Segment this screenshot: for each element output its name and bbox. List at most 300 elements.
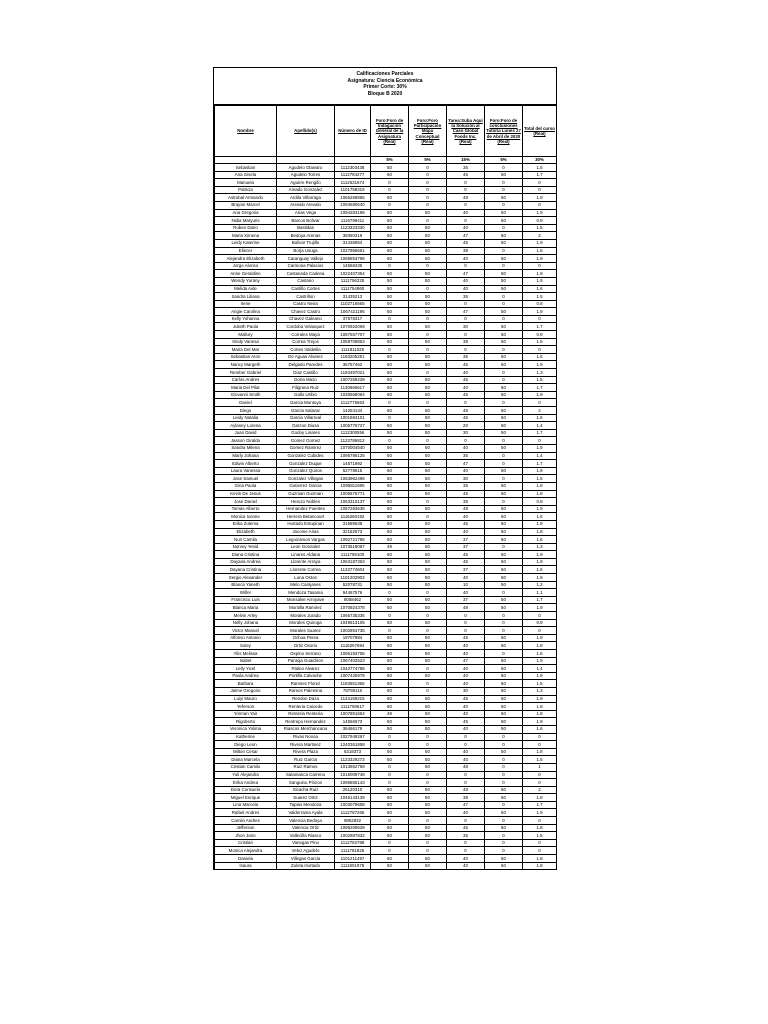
cell-foro-conclusiones: 50	[485, 444, 523, 452]
cell-foro-indagacion: 0	[371, 179, 409, 187]
cell-id: 1030568064	[335, 391, 371, 399]
cell-id: 1002987832	[335, 832, 371, 840]
cell-foro-mapa: 50	[409, 604, 447, 612]
cell-foro-conclusiones: 0	[485, 756, 523, 764]
cell-foro-conclusiones: 0	[485, 437, 523, 445]
cell-foro-indagacion: 50	[371, 536, 409, 544]
cell-id: 1070924378	[335, 604, 371, 612]
cell-total: 1.8	[523, 794, 557, 802]
table-row	[215, 634, 557, 642]
cell-total: 1.9	[523, 467, 557, 475]
cell-total: 1.5	[523, 376, 557, 384]
cell-id: 38360319	[335, 232, 371, 240]
cell-nombre: Jefferson	[215, 824, 277, 832]
cell-foro-conclusiones: 50	[485, 429, 523, 437]
cell-foro-indagacion: 50	[371, 376, 409, 384]
cell-tarea-caso: 37	[447, 566, 485, 574]
table-row	[215, 467, 557, 475]
cell-apellidos: Llorente Correa	[277, 566, 335, 574]
cell-apellidos: Garcia Montoya	[277, 399, 335, 407]
cell-nombre: Ruben Dario	[215, 224, 277, 232]
cell-tarea-caso: 0	[447, 179, 485, 187]
cell-foro-indagacion: 50	[371, 574, 409, 582]
cell-id: 1087557707	[335, 331, 371, 339]
cell-foro-conclusiones: 50	[485, 490, 523, 498]
cell-total: 1.8	[523, 482, 557, 490]
cell-total: 0	[523, 847, 557, 855]
cell-total: 1.9	[523, 520, 557, 528]
cell-id: 1067283636	[335, 505, 371, 513]
table-row	[215, 285, 557, 293]
cell-id: 78759116	[335, 687, 371, 695]
cell-tarea-caso: 0	[447, 847, 485, 855]
cell-foro-indagacion: 50	[371, 665, 409, 673]
table-row	[215, 262, 557, 270]
cell-foro-indagacion: 50	[371, 194, 409, 202]
cell-foro-mapa: 50	[409, 505, 447, 513]
table-row	[215, 687, 557, 695]
cell-total: 1.9	[523, 391, 557, 399]
cell-foro-mapa: 0	[409, 262, 447, 270]
cell-nombre: Julieth Paola	[215, 323, 277, 331]
table-row	[215, 657, 557, 665]
cell-tarea-caso: 40	[447, 710, 485, 718]
cell-foro-indagacion: 50	[371, 680, 409, 688]
table-row	[215, 809, 557, 817]
cell-total: 1.9	[523, 604, 557, 612]
cell-foro-conclusiones: 50	[485, 467, 523, 475]
cell-foro-indagacion: 50	[371, 444, 409, 452]
cell-nombre: Gina Paola	[215, 482, 277, 490]
weight-foro-indagacion: 5%	[371, 157, 409, 164]
cell-nombre: Patricia	[215, 186, 277, 194]
cell-foro-mapa: 50	[409, 794, 447, 802]
cell-foro-conclusiones: 0	[485, 627, 523, 635]
cell-nombre: Dayana Andrea	[215, 558, 277, 566]
cell-foro-conclusiones: 50	[485, 665, 523, 673]
cell-foro-conclusiones: 50	[485, 353, 523, 361]
cell-tarea-caso: 45	[447, 376, 485, 384]
table-row	[215, 771, 557, 779]
cell-foro-mapa: 0	[409, 612, 447, 620]
table-row	[215, 665, 557, 673]
cell-tarea-caso: 0	[447, 399, 485, 407]
cell-tarea-caso: 40	[447, 224, 485, 232]
cell-nombre: Maria Del Pilar	[215, 384, 277, 392]
cell-foro-conclusiones: 0	[485, 589, 523, 597]
cell-total: 2	[523, 407, 557, 415]
cell-foro-conclusiones: 50	[485, 217, 523, 225]
cell-id: 1101211497	[335, 855, 371, 863]
cell-tarea-caso: 40	[447, 209, 485, 217]
cell-foro-conclusiones: 50	[485, 748, 523, 756]
cell-id: 1111759617	[335, 703, 371, 711]
cell-total: 1.5	[523, 680, 557, 688]
cell-nombre: Giovanni Smith	[215, 391, 277, 399]
cell-apellidos: Portilla Calvache	[277, 672, 335, 680]
cell-id: 1111811025	[335, 346, 371, 354]
cell-apellidos: Ruiz Ramos	[277, 763, 335, 771]
table-row	[215, 171, 557, 179]
cell-tarea-caso: 40	[447, 725, 485, 733]
cell-foro-indagacion: 0	[371, 779, 409, 787]
cell-id: 31435213	[335, 293, 371, 301]
cell-tarea-caso: 48	[447, 786, 485, 794]
cell-tarea-caso: 47	[447, 657, 485, 665]
weight-row	[215, 157, 557, 164]
cell-nombre: Juan David	[215, 429, 277, 437]
cell-total: 0	[523, 179, 557, 187]
cell-id: 36466179	[335, 725, 371, 733]
cell-foro-conclusiones: 0	[485, 164, 523, 172]
cell-tarea-caso: 37	[447, 596, 485, 604]
cell-foro-mapa: 0	[409, 331, 447, 339]
cell-nombre: Maria Del Mar	[215, 346, 277, 354]
cell-id: 1096855143	[335, 779, 371, 787]
cell-foro-mapa: 0	[409, 285, 447, 293]
cell-foro-indagacion: 0	[371, 414, 409, 422]
table-row	[215, 331, 557, 339]
col-header-nombre: Nombre	[215, 106, 277, 157]
cell-id: 1112631674	[335, 179, 371, 187]
cell-foro-mapa: 50	[409, 376, 447, 384]
cell-nombre: Wilfer	[215, 589, 277, 597]
cell-id: 1049613105	[335, 619, 371, 627]
cell-apellidos: Rivas Novoa	[277, 733, 335, 741]
cell-tarea-caso: 45	[447, 695, 485, 703]
table-row	[215, 650, 557, 658]
cell-nombre: Daniel	[215, 399, 277, 407]
table-row	[215, 520, 557, 528]
table-row	[215, 786, 557, 794]
cell-total: 1.6	[523, 650, 557, 658]
cell-id: 1101202903	[335, 574, 371, 582]
cell-tarea-caso: 45	[447, 239, 485, 247]
cell-apellidos: Morales Jurado	[277, 612, 335, 620]
cell-foro-mapa: 50	[409, 566, 447, 574]
cell-apellidos: Leon Gonzalez	[277, 543, 335, 551]
cell-nombre: Victor Manuel	[215, 627, 277, 635]
cell-total: 0	[523, 437, 557, 445]
cell-tarea-caso: 0	[447, 733, 485, 741]
cell-foro-mapa: 50	[409, 361, 447, 369]
cell-foro-mapa: 0	[409, 186, 447, 194]
cell-tarea-caso: 0	[447, 779, 485, 787]
cell-total: 1.6	[523, 513, 557, 521]
cell-apellidos: Filigrana Ruiz	[277, 384, 335, 392]
cell-tarea-caso: 20	[447, 422, 485, 430]
table-row	[215, 558, 557, 566]
cell-id: 1027956661	[335, 247, 371, 255]
cell-apellidos: Castaneda Cadena	[277, 270, 335, 278]
cell-id: 1045143139	[335, 794, 371, 802]
cell-apellidos: Herrera Betancourt	[277, 513, 335, 521]
table-row	[215, 680, 557, 688]
cell-foro-mapa: 50	[409, 718, 447, 726]
cell-foro-conclusiones: 50	[485, 695, 523, 703]
cell-total: 1.1	[523, 589, 557, 597]
cell-foro-indagacion: 50	[371, 718, 409, 726]
cell-tarea-caso: 0	[447, 437, 485, 445]
cell-foro-mapa: 50	[409, 308, 447, 316]
cell-apellidos: Pantoja Guaidiron	[277, 657, 335, 665]
cell-foro-mapa: 50	[409, 809, 447, 817]
cell-foro-mapa: 0	[409, 171, 447, 179]
cell-tarea-caso: 40	[447, 384, 485, 392]
table-row	[215, 186, 557, 194]
cell-total: 1.6	[523, 414, 557, 422]
cell-tarea-caso: 40	[447, 703, 485, 711]
cell-id: 1123323330	[335, 224, 371, 232]
cell-apellidos: Jacome Arias	[277, 528, 335, 536]
cell-tarea-caso: 10	[447, 581, 485, 589]
cell-nombre: Manuela	[215, 179, 277, 187]
cell-total: 1.9	[523, 277, 557, 285]
cell-tarea-caso: 40	[447, 756, 485, 764]
cell-nombre: Leidy Katerine	[215, 239, 277, 247]
cell-tarea-caso: 0	[447, 262, 485, 270]
table-row	[215, 361, 557, 369]
cell-foro-conclusiones: 50	[485, 824, 523, 832]
cell-total: 1.8	[523, 642, 557, 650]
cell-tarea-caso: 45	[447, 824, 485, 832]
cell-tarea-caso: 40	[447, 862, 485, 870]
cell-nombre: Dora Consuelo	[215, 786, 277, 794]
cell-id: 1042774788	[335, 665, 371, 673]
cell-foro-conclusiones: 50	[485, 361, 523, 369]
cell-total: 1.8	[523, 703, 557, 711]
cell-total: 1.9	[523, 444, 557, 452]
table-row	[215, 718, 557, 726]
cell-total: 1.5	[523, 832, 557, 840]
cell-total: 1.9	[523, 209, 557, 217]
cell-total: 1.9	[523, 308, 557, 316]
cell-total: 1.4	[523, 422, 557, 430]
cell-foro-mapa: 50	[409, 475, 447, 483]
cell-total: 1.9	[523, 270, 557, 278]
cell-apellidos: Doria Mazo	[277, 376, 335, 384]
cell-foro-mapa: 50	[409, 596, 447, 604]
cell-foro-indagacion: 49	[371, 710, 409, 718]
cell-id: 1101758319	[335, 186, 371, 194]
cell-id: 1070004540	[335, 444, 371, 452]
cell-tarea-caso: 35	[447, 832, 485, 840]
cell-nombre: Jose Samuel	[215, 475, 277, 483]
weight-nombre	[215, 157, 277, 164]
cell-foro-mapa: 50	[409, 581, 447, 589]
cell-foro-indagacion: 50	[371, 695, 409, 703]
cell-tarea-caso: 47	[447, 460, 485, 468]
cell-id: 1123329273	[335, 756, 371, 764]
cell-nombre: Katherine	[215, 733, 277, 741]
table-row	[215, 346, 557, 354]
cell-foro-indagacion: 50	[371, 786, 409, 794]
cell-foro-conclusiones: 0	[485, 293, 523, 301]
cell-total: 1.7	[523, 801, 557, 809]
cell-tarea-caso: 48	[447, 505, 485, 513]
cell-nombre: Sebastian	[215, 164, 277, 172]
table-row	[215, 482, 557, 490]
cell-foro-conclusiones: 0	[485, 543, 523, 551]
cell-total: 1.9	[523, 255, 557, 263]
cell-id: 1111756225	[335, 277, 371, 285]
cell-tarea-caso: 0	[447, 186, 485, 194]
cell-id: 1027949267	[335, 733, 371, 741]
cell-nombre: Ana Gisela	[215, 171, 277, 179]
cell-foro-indagacion: 50	[371, 232, 409, 240]
cell-tarea-caso: 0	[447, 741, 485, 749]
cell-total: 0	[523, 315, 557, 323]
cell-total: 1.6	[523, 725, 557, 733]
cell-tarea-caso: 0	[447, 612, 485, 620]
cell-apellidos: Castrillon	[277, 293, 335, 301]
cell-foro-conclusiones: 50	[485, 809, 523, 817]
cell-foro-conclusiones: 50	[485, 794, 523, 802]
cell-id: 31589638	[335, 520, 371, 528]
table-row	[215, 247, 557, 255]
cell-foro-indagacion: 0	[371, 315, 409, 323]
cell-nombre: Wendy Yurany	[215, 277, 277, 285]
cell-foro-mapa: 50	[409, 520, 447, 528]
cell-nombre: Monica Ivonne	[215, 513, 277, 521]
cell-foro-indagacion: 50	[371, 422, 409, 430]
cell-apellidos: Hurtado Estupinan	[277, 520, 335, 528]
cell-id: 1022407354	[335, 270, 371, 278]
table-row	[215, 224, 557, 232]
cell-tarea-caso: 47	[447, 270, 485, 278]
cell-foro-conclusiones: 0	[485, 346, 523, 354]
cell-id: 1122786812	[335, 437, 371, 445]
cell-apellidos: Vallecilla Riasco	[277, 832, 335, 840]
cell-tarea-caso: 38	[447, 338, 485, 346]
cell-total: 0	[523, 399, 557, 407]
cell-foro-conclusiones: 50	[485, 331, 523, 339]
table-row	[215, 710, 557, 718]
table-row	[215, 391, 557, 399]
cell-foro-mapa: 50	[409, 748, 447, 756]
weight-tarea-caso: 15%	[447, 157, 485, 164]
cell-nombre: Sebastian Aron	[215, 353, 277, 361]
table-row	[215, 756, 557, 764]
cell-foro-indagacion: 0	[371, 817, 409, 825]
cell-foro-indagacion: 50	[371, 247, 409, 255]
cell-nombre: Brayan Marcel	[215, 201, 277, 209]
cell-nombre: Tomas Alberto	[215, 505, 277, 513]
cell-total: 1.6	[523, 536, 557, 544]
cell-foro-indagacion: 0	[371, 437, 409, 445]
cell-apellidos: Montilla Ramirez	[277, 604, 335, 612]
cell-foro-conclusiones: 50	[485, 634, 523, 642]
table-row	[215, 338, 557, 346]
cell-foro-mapa: 50	[409, 490, 447, 498]
cell-tarea-caso: 40	[447, 809, 485, 817]
cell-id: 1094580640	[335, 201, 371, 209]
cell-foro-mapa: 50	[409, 293, 447, 301]
cell-apellidos: Arias Vega	[277, 209, 335, 217]
cell-total: 0.9	[523, 217, 557, 225]
cell-foro-indagacion: 0	[371, 186, 409, 194]
cell-foro-mapa: 0	[409, 346, 447, 354]
cell-foro-indagacion: 50	[371, 642, 409, 650]
cell-apellidos: Castillo Cortes	[277, 285, 335, 293]
cell-tarea-caso: 38	[447, 794, 485, 802]
cell-id: 1193205251	[335, 353, 371, 361]
cell-tarea-caso: 30	[447, 475, 485, 483]
cell-apellidos: Castano	[277, 277, 335, 285]
cell-foro-conclusiones: 50	[485, 604, 523, 612]
cell-tarea-caso: 40	[447, 528, 485, 536]
cell-foro-conclusiones: 50	[485, 285, 523, 293]
cell-total: 1.7	[523, 171, 557, 179]
cell-foro-indagacion: 50	[371, 353, 409, 361]
cell-tarea-caso: 40	[447, 589, 485, 597]
cell-total: 1.7	[523, 384, 557, 392]
cell-tarea-caso: 0	[447, 315, 485, 323]
cell-foro-conclusiones: 0	[485, 262, 523, 270]
cell-foro-conclusiones: 0	[485, 369, 523, 377]
cell-total: 1	[523, 763, 557, 771]
cell-foro-conclusiones: 0	[485, 224, 523, 232]
cell-nombre: Angie Carolina	[215, 308, 277, 316]
cell-tarea-caso: 40	[447, 748, 485, 756]
table-row	[215, 201, 557, 209]
cell-foro-conclusiones: 50	[485, 786, 523, 794]
cell-foro-indagacion: 49	[371, 543, 409, 551]
cell-foro-indagacion: 50	[371, 308, 409, 316]
cell-tarea-caso: 40	[447, 574, 485, 582]
table-row	[215, 536, 557, 544]
cell-foro-conclusiones: 0	[485, 201, 523, 209]
col-header-id: Número de ID	[335, 106, 371, 157]
cell-nombre: Eliecer	[215, 247, 277, 255]
cell-nombre: Blanca Yaneth	[215, 581, 277, 589]
table-row	[215, 672, 557, 680]
cell-foro-indagacion: 50	[371, 558, 409, 566]
cell-foro-conclusiones: 0	[485, 619, 523, 627]
col-header-foro-mapa: Foro:Foro Participación Mapa Conceptual (Real)	[409, 106, 447, 157]
cell-total: 1.9	[523, 809, 557, 817]
cell-total: 1.9	[523, 718, 557, 726]
cell-tarea-caso: 40	[447, 650, 485, 658]
weight-foro-mapa: 5%	[409, 157, 447, 164]
cell-id: 1193551366	[335, 680, 371, 688]
cell-nombre: Carlos Andres	[215, 376, 277, 384]
cell-foro-mapa: 0	[409, 771, 447, 779]
cell-tarea-caso: 0	[447, 300, 485, 308]
cell-nombre: Erika Andrea	[215, 779, 277, 787]
cell-id: 1007259228	[335, 376, 371, 384]
cell-id: 32182573	[335, 528, 371, 536]
cell-foro-indagacion: 50	[371, 482, 409, 490]
report-header	[214, 68, 556, 105]
cell-total: 1.4	[523, 665, 557, 673]
cell-tarea-caso: 48	[447, 407, 485, 415]
table-row	[215, 407, 557, 415]
cell-tarea-caso: 40	[447, 467, 485, 475]
cell-foro-conclusiones: 50	[485, 171, 523, 179]
cell-total: 1.9	[523, 657, 557, 665]
cell-nombre: Monica Alejandra	[215, 847, 277, 855]
cell-apellidos: Bedoya Arenas	[277, 232, 335, 240]
cell-tarea-caso: 45	[447, 634, 485, 642]
cell-foro-mapa: 50	[409, 429, 447, 437]
cell-nombre: Irene	[215, 300, 277, 308]
cell-foro-mapa: 50	[409, 300, 447, 308]
cell-nombre: Diana Cristina	[215, 551, 277, 559]
cell-total: 1.5	[523, 247, 557, 255]
cell-foro-mapa: 0	[409, 369, 447, 377]
cell-id: 1063310137	[335, 498, 371, 506]
